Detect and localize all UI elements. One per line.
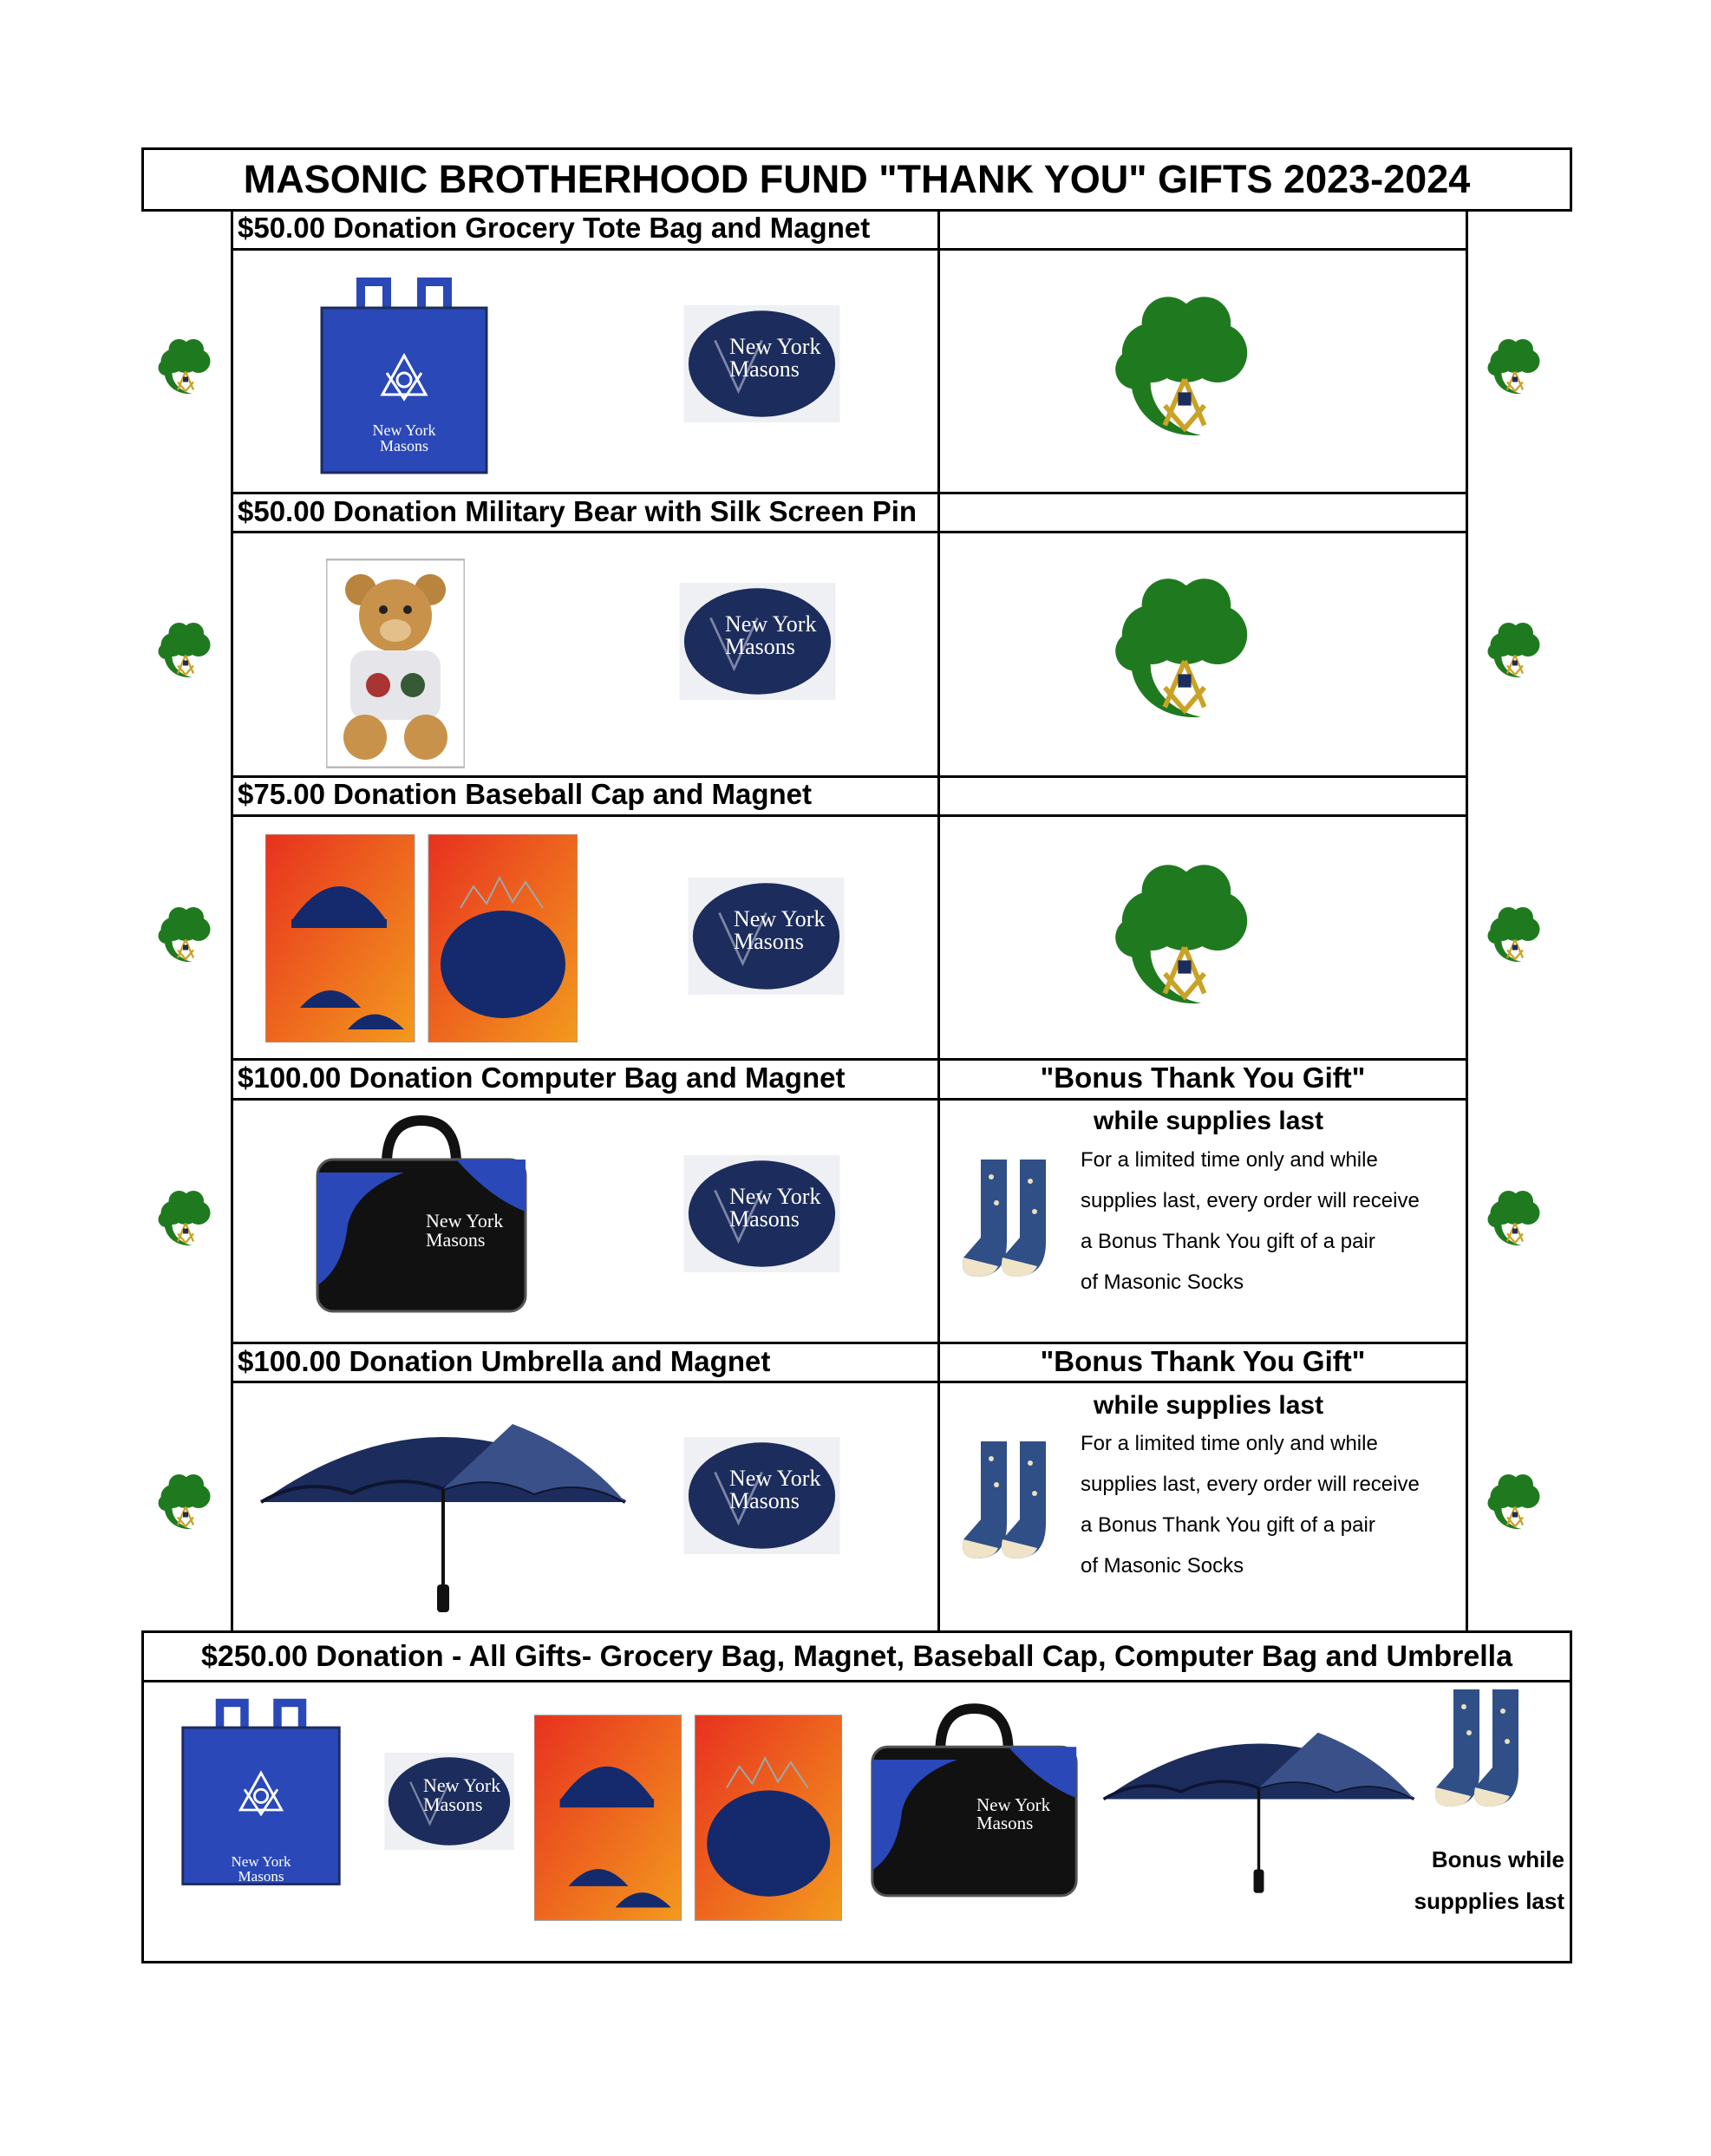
computer-bag-brand-text: New York Masons xyxy=(976,1794,1051,1833)
bonus-line: supplies last, every order will receive xyxy=(1081,1473,1420,1496)
row-divider xyxy=(231,1098,1468,1101)
brotherhood-tree-logo xyxy=(1098,284,1271,448)
tote-brand-text: New York Masons xyxy=(372,421,436,454)
masonic-socks-image xyxy=(1427,1685,1540,1815)
all-gifts-section xyxy=(141,1630,1572,1963)
side-tree-icon-left xyxy=(152,1469,219,1534)
magnet-text: New York Masons xyxy=(729,1184,821,1232)
bonus-subtitle: while supplies last xyxy=(1094,1391,1324,1420)
side-tree-icon-left xyxy=(152,902,219,967)
side-tree-icon-left xyxy=(152,334,219,399)
umbrella-image xyxy=(1096,1711,1421,1902)
magnet-text: New York Masons xyxy=(423,1774,501,1815)
bonus-line: For a limited time only and while xyxy=(1081,1148,1378,1172)
brotherhood-tree-logo xyxy=(1098,852,1271,1016)
row-divider xyxy=(231,1381,1468,1383)
computer-bag-image xyxy=(864,1698,1085,1906)
row-label: $100.00 Donation Umbrella and Magnet xyxy=(238,1345,771,1377)
bottom-bonus-line2: suppplies last xyxy=(1414,1888,1564,1914)
page-title: MASONIC BROTHERHOOD FUND "THANK YOU" GIFTS 2023-2024 xyxy=(141,147,1572,212)
magnet-text: New York Masons xyxy=(734,906,826,954)
row-divider xyxy=(231,814,1468,817)
bonus-line: of Masonic Socks xyxy=(1081,1554,1244,1578)
table-border-left xyxy=(231,210,233,1632)
bonus-subtitle: while supplies last xyxy=(1094,1107,1324,1135)
military-bear-image xyxy=(326,559,465,768)
masonic-socks-image xyxy=(955,1437,1068,1567)
magnet-text: New York Masons xyxy=(729,1466,821,1513)
tote-brand-text: New York Masons xyxy=(231,1853,291,1885)
row-label: $50.00 Donation Grocery Tote Bag and Magnet xyxy=(238,212,871,244)
row-label: $50.00 Donation Military Bear with Silk Screen Pin xyxy=(238,495,918,527)
baseball-cap-image xyxy=(534,1709,842,1926)
side-tree-icon-right xyxy=(1481,334,1549,399)
gifts-table xyxy=(231,210,1468,1632)
bottom-bonus-line1: Bonus while xyxy=(1431,1846,1564,1872)
bonus-line: of Masonic Socks xyxy=(1081,1271,1244,1294)
side-tree-icon-right xyxy=(1481,1186,1549,1251)
umbrella-image xyxy=(252,1407,634,1615)
bonus-title: "Bonus Thank You Gift" xyxy=(1040,1062,1366,1094)
row-divider xyxy=(231,1058,1468,1061)
row-label: $75.00 Donation Baseball Cap and Magnet xyxy=(238,778,812,810)
all-gifts-header: $250.00 Donation - All Gifts- Grocery Bag, Magnet, Baseball Cap, Computer Bag and Umbrella xyxy=(144,1633,1570,1682)
bonus-line: supplies last, every order will receive xyxy=(1081,1189,1420,1212)
row-label: $100.00 Donation Computer Bag and Magnet xyxy=(238,1062,846,1094)
row-divider xyxy=(231,531,1468,533)
brotherhood-tree-logo xyxy=(1098,565,1271,730)
side-tree-icon-left xyxy=(152,1186,219,1251)
masonic-socks-image xyxy=(955,1155,1068,1285)
computer-bag-brand-text: New York Masons xyxy=(426,1210,504,1251)
magnet-text: New York Masons xyxy=(729,334,821,382)
row-divider xyxy=(231,492,1468,494)
bonus-line: For a limited time only and while xyxy=(1081,1432,1378,1455)
row-divider xyxy=(231,248,1468,251)
side-tree-icon-right xyxy=(1481,902,1549,967)
table-divider-middle xyxy=(937,210,940,1632)
side-tree-icon-right xyxy=(1481,617,1549,683)
row-divider xyxy=(231,1342,1468,1344)
side-tree-icon-left xyxy=(152,617,219,683)
table-border-right xyxy=(1466,210,1468,1632)
baseball-cap-image xyxy=(265,834,578,1042)
magnet-text: New York Masons xyxy=(725,611,817,659)
bonus-line: a Bonus Thank You gift of a pair xyxy=(1081,1513,1375,1537)
side-tree-icon-right xyxy=(1481,1469,1549,1534)
bonus-title: "Bonus Thank You Gift" xyxy=(1040,1345,1366,1377)
bonus-line: a Bonus Thank You gift of a pair xyxy=(1081,1230,1375,1253)
